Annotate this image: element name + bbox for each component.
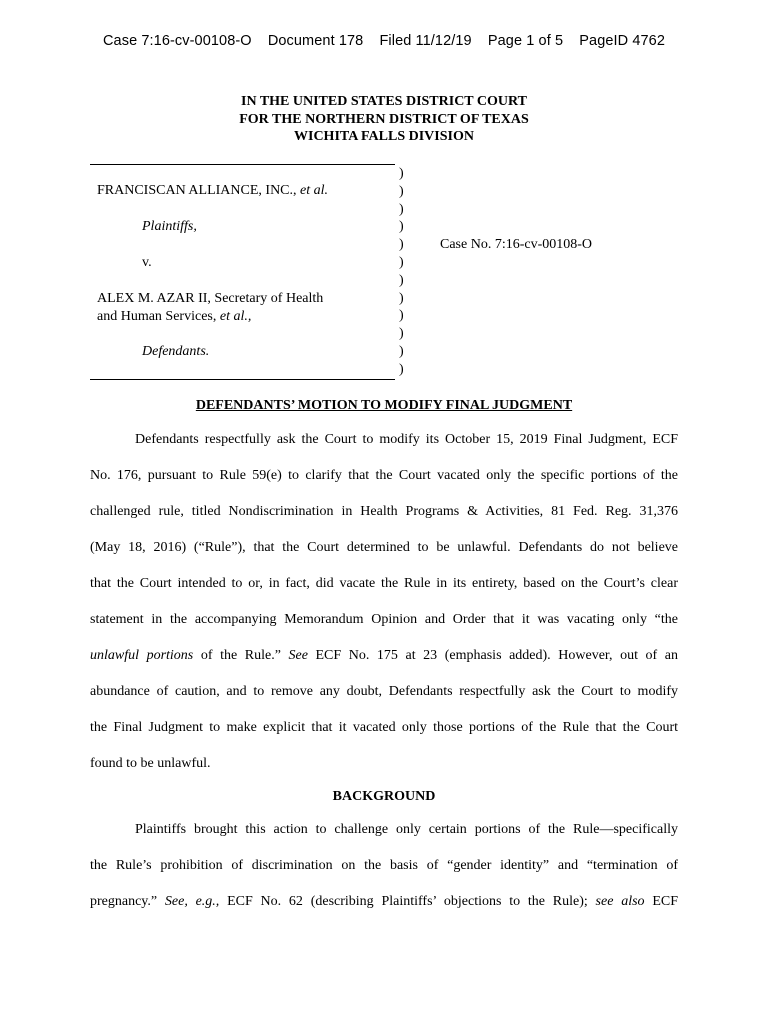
page-header <box>0 33 768 49</box>
paren: ) <box>399 290 404 306</box>
paragraph-line: the Rule’s prohibition of discrimination on the basis of “gender identity” and “termination of <box>90 858 678 873</box>
court-title <box>0 93 768 146</box>
header-page-id: PageID 4762 <box>579 33 666 49</box>
caption-bottom-rule <box>90 379 395 380</box>
paren: ) <box>399 219 404 235</box>
paren: ) <box>399 272 404 288</box>
paragraph-line: challenged rule, titled Nondiscrimination in Health Programs & Activities, 81 Fed. Reg. 31,376 <box>90 504 678 519</box>
header-case-number: Case 7:16-cv-00108-O <box>102 33 252 49</box>
paren: ) <box>399 343 404 359</box>
paragraph-line: found to be unlawful. <box>90 756 211 771</box>
case-number: Case No. 7:16-cv-00108-O <box>440 237 593 252</box>
plaintiffs-label: Plaintiffs, <box>142 219 197 234</box>
header-filed-date: Filed 11/12/19 <box>379 33 472 49</box>
section-heading-background: BACKGROUND <box>332 789 436 804</box>
text-run: ECF No. 175 at 23 (emphasis added). However, out of an <box>307 648 678 663</box>
header-page: Page 1 of 5 <box>487 33 564 49</box>
text-run: of the Rule.” <box>193 648 289 663</box>
court-line-3: WICHITA FALLS DIVISION <box>294 129 474 144</box>
versus: v. <box>142 255 152 270</box>
paren: ) <box>399 237 404 253</box>
paragraph-line: Defendants respectfully ask the Court to modify its October 15, 2019 Final Judgment, ECF <box>135 432 678 447</box>
defendant-name-line-1: ALEX M. AZAR II, Secretary of Health <box>97 291 324 306</box>
paren: ) <box>399 326 404 342</box>
caption-top-rule <box>90 164 395 165</box>
caption-parentheses <box>399 165 409 379</box>
court-line-1: IN THE UNITED STATES DISTRICT COURT <box>241 94 527 109</box>
text-run: ECF <box>644 894 678 909</box>
paragraph-line: No. 176, pursuant to Rule 59(e) to clarify that the Court vacated only the specific portions of the <box>90 468 678 483</box>
header-document: Document 178 <box>267 33 364 49</box>
defendants-label: Defendants. <box>142 344 210 359</box>
paren: ) <box>399 183 404 199</box>
defendant-name-line-2 <box>97 309 251 325</box>
defendant-et-al: et al., <box>219 309 252 324</box>
paragraph-line <box>90 894 678 910</box>
paragraph-line: Plaintiffs brought this action to challenge only certain portions of the Rule—specifically <box>135 822 678 837</box>
paragraph-line: (May 18, 2016) (“Rule”), that the Court determined to be unlawful. Defendants do not believe <box>90 540 678 555</box>
paragraph-line: abundance of caution, and to remove any doubt, Defendants respectfully ask the Court to modify <box>90 684 678 699</box>
emphasis-text: unlawful portions <box>90 648 194 663</box>
paren: ) <box>399 166 404 181</box>
text-run: pregnancy.” <box>90 894 165 909</box>
paren: ) <box>399 308 404 324</box>
defendant-name-text: and Human Services, <box>97 309 220 324</box>
plaintiff-name-text: FRANCISCAN ALLIANCE, INC., <box>97 183 301 198</box>
paragraph-line: that the Court intended to or, in fact, did vacate the Rule in its entirety, based on the Court’s clear <box>90 576 678 591</box>
paragraph-line: statement in the accompanying Memorandum Opinion and Order that it was vacating only “the <box>90 612 678 627</box>
citation-signal: See, e.g., <box>164 894 220 909</box>
court-line-2: FOR THE NORTHERN DISTRICT OF TEXAS <box>239 111 529 127</box>
plaintiff-name <box>97 183 328 199</box>
text-run: ECF No. 62 (describing Plaintiffs’ objections to the Rule); <box>219 894 596 909</box>
paren: ) <box>399 201 404 217</box>
paren: ) <box>399 254 404 270</box>
citation-signal: see also <box>595 894 645 909</box>
paragraph-line: the Final Judgment to make explicit that it vacated only those portions of the Rule that the Court <box>90 720 678 735</box>
paren: ) <box>399 361 404 377</box>
plaintiff-et-al: et al. <box>300 183 329 198</box>
citation-signal: See <box>288 648 308 663</box>
motion-title: DEFENDANTS’ MOTION TO MODIFY FINAL JUDGMENT <box>195 398 573 413</box>
paragraph-line <box>90 648 678 664</box>
